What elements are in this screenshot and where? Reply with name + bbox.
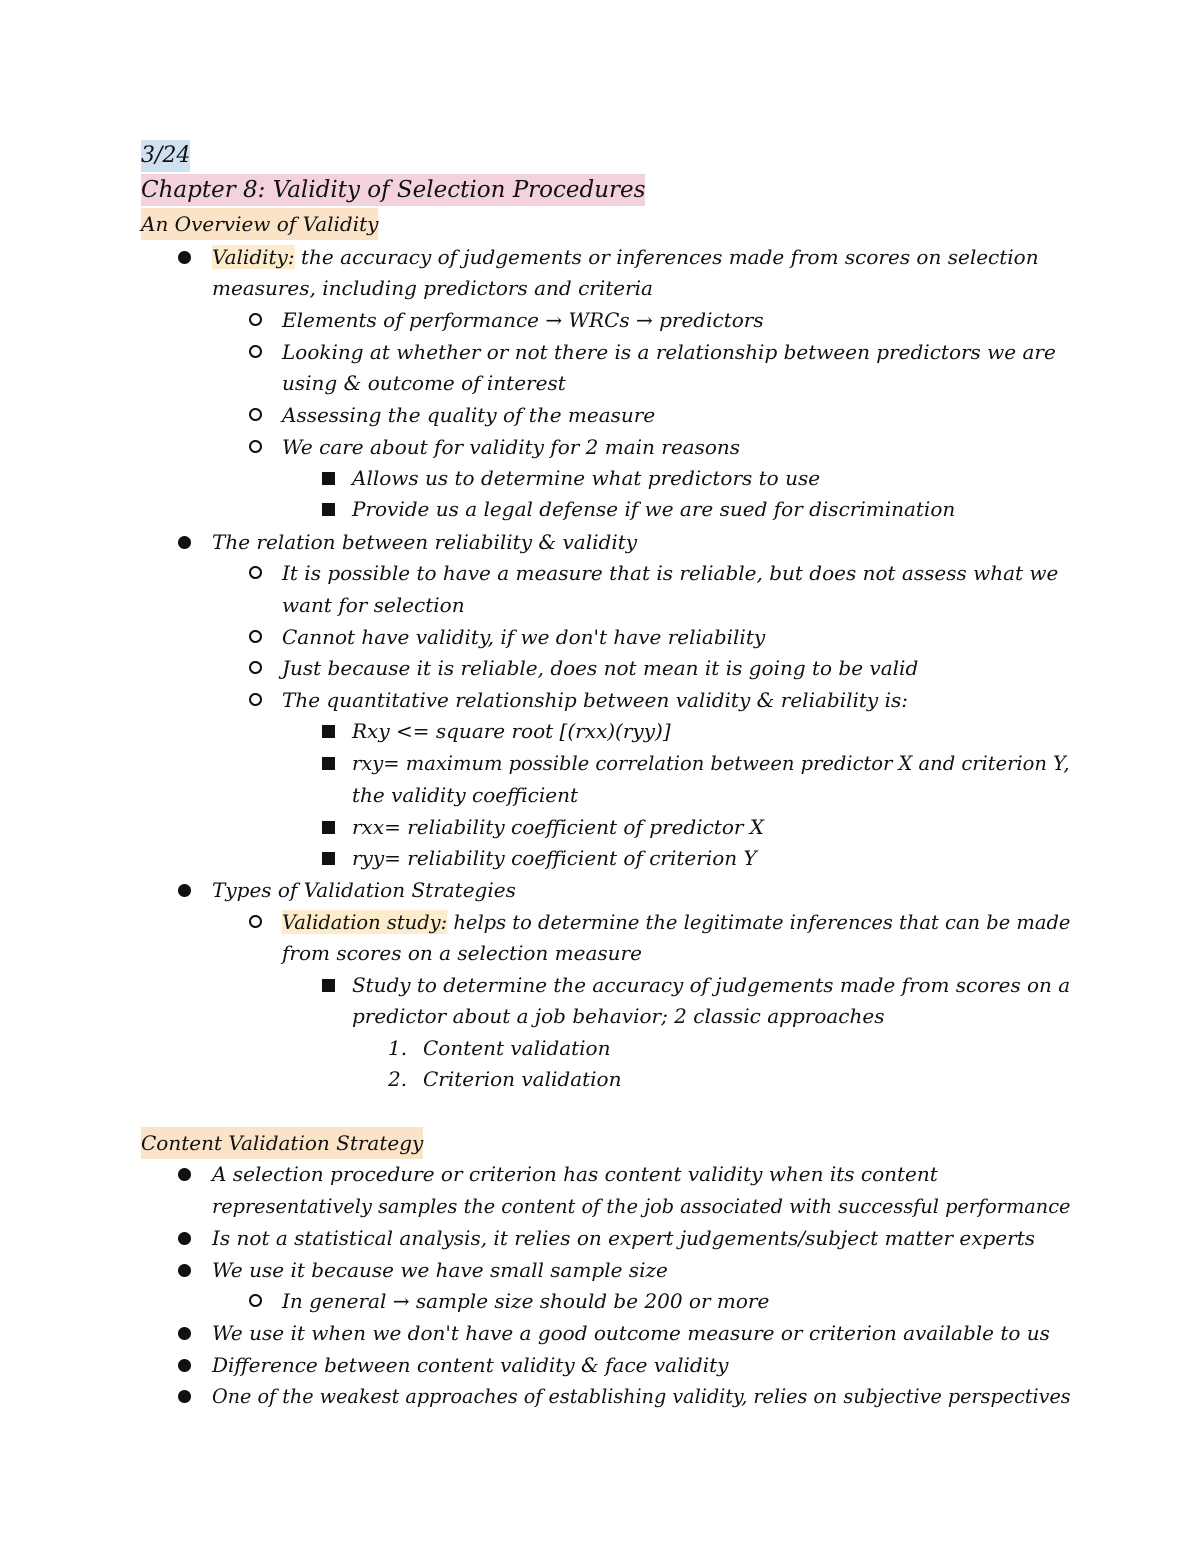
circle-bullet-icon bbox=[249, 693, 262, 706]
circle-bullet-icon bbox=[249, 408, 262, 421]
list-item-text: Cannot have validity, if we don't have reliability bbox=[282, 625, 766, 649]
list-item-text: rxy= maximum possible correlation between predictor X and criterion Y, bbox=[352, 751, 1070, 775]
list-item-text: from scores on a selection measure bbox=[282, 941, 642, 965]
list-item-text: using & outcome of interest bbox=[282, 371, 566, 395]
validity-term: Validity: bbox=[212, 245, 295, 269]
date: 3/24 bbox=[141, 140, 190, 172]
list-item-text: rxx= reliability coefficient of predictor X bbox=[352, 815, 765, 839]
list-item-text: Allows us to determine what predictors to use bbox=[352, 466, 821, 490]
bullet-icon bbox=[178, 884, 191, 897]
validity-definition-cont: measures, including predictors and criteria bbox=[212, 276, 653, 300]
bullet-icon bbox=[178, 1327, 191, 1340]
list-item-text: Assessing the quality of the measure bbox=[282, 403, 656, 427]
list-item-text: We use it when we don't have a good outcome measure or criterion available to us bbox=[212, 1321, 1050, 1345]
circle-bullet-icon bbox=[249, 345, 262, 358]
list-item-text: In general → sample size should be 200 or more bbox=[282, 1289, 770, 1313]
list-item-text: Is not a statistical analysis, it relies on expert judgements/subject matter experts bbox=[212, 1226, 1035, 1250]
list-item-text: Just because it is reliable, does not mean it is going to be valid bbox=[282, 656, 919, 680]
list-item-text: One of the weakest approaches of establishing validity, relies on subjective perspectives bbox=[212, 1384, 1071, 1408]
list-item-text: the validity coefficient bbox=[352, 783, 579, 807]
bullet-icon bbox=[178, 251, 191, 264]
list-item-text: A selection procedure or criterion has content validity when its content bbox=[212, 1162, 938, 1186]
validation-study-term: Validation study: bbox=[282, 910, 448, 934]
square-bullet-icon bbox=[322, 821, 335, 834]
square-bullet-icon bbox=[322, 852, 335, 865]
square-bullet-icon bbox=[322, 472, 335, 485]
list-item-text: Provide us a legal defense if we are sued for discrimination bbox=[352, 497, 956, 521]
list-item-text: It is possible to have a measure that is reliable, but does not assess what we bbox=[282, 561, 1059, 585]
square-bullet-icon bbox=[322, 725, 335, 738]
bullet-icon bbox=[178, 1264, 191, 1277]
list-item-text: Elements of performance → WRCs → predictors bbox=[282, 308, 764, 332]
list-item-text: We use it because we have small sample size bbox=[212, 1258, 668, 1282]
square-bullet-icon bbox=[322, 503, 335, 516]
circle-bullet-icon bbox=[249, 915, 262, 928]
validity-definition: the accuracy of judgements or inferences made from scores on selection bbox=[294, 245, 1039, 269]
circle-bullet-icon bbox=[249, 566, 262, 579]
validation-study-definition: helps to determine the legitimate inferences that can be made bbox=[447, 910, 1071, 934]
list-item-text: want for selection bbox=[282, 593, 465, 617]
list-item-text: The relation between reliability & validity bbox=[212, 530, 638, 554]
overview-heading: An Overview of Validity bbox=[141, 208, 378, 240]
list-item-text: Types of Validation Strategies bbox=[212, 878, 516, 902]
list-item-text: Study to determine the accuracy of judgements made from scores on a bbox=[352, 973, 1071, 997]
list-item-text: Criterion validation bbox=[423, 1067, 622, 1091]
chapter-title: Chapter 8: Validity of Selection Procedures bbox=[141, 174, 645, 206]
circle-bullet-icon bbox=[249, 630, 262, 643]
bullet-icon bbox=[178, 1390, 191, 1403]
list-item-text: Looking at whether or not there is a relationship between predictors we are bbox=[282, 340, 1056, 364]
list-item-text: Difference between content validity & face validity bbox=[212, 1353, 729, 1377]
list-number: 2. bbox=[388, 1067, 408, 1091]
bullet-icon bbox=[178, 536, 191, 549]
bullet-icon bbox=[178, 1232, 191, 1245]
circle-bullet-icon bbox=[249, 661, 262, 674]
square-bullet-icon bbox=[322, 757, 335, 770]
square-bullet-icon bbox=[322, 979, 335, 992]
list-item-text: representatively samples the content of the job associated with successful performance bbox=[212, 1194, 1071, 1218]
circle-bullet-icon bbox=[249, 1294, 262, 1307]
list-item-text: predictor about a job behavior; 2 classic approaches bbox=[352, 1004, 885, 1028]
content-heading: Content Validation Strategy bbox=[141, 1127, 423, 1159]
list-item-text: The quantitative relationship between validity & reliability is: bbox=[282, 688, 908, 712]
list-item-text: We care about for validity for 2 main reasons bbox=[282, 435, 741, 459]
circle-bullet-icon bbox=[249, 440, 262, 453]
list-item-text: ryy= reliability coefficient of criterion Y bbox=[352, 846, 757, 870]
list-item-text: Content validation bbox=[423, 1036, 611, 1060]
list-number: 1. bbox=[388, 1036, 408, 1060]
bullet-icon bbox=[178, 1359, 191, 1372]
circle-bullet-icon bbox=[249, 313, 262, 326]
list-item-text: Rxy <= square root [(rxx)(ryy)] bbox=[352, 719, 671, 743]
bullet-icon bbox=[178, 1168, 191, 1181]
